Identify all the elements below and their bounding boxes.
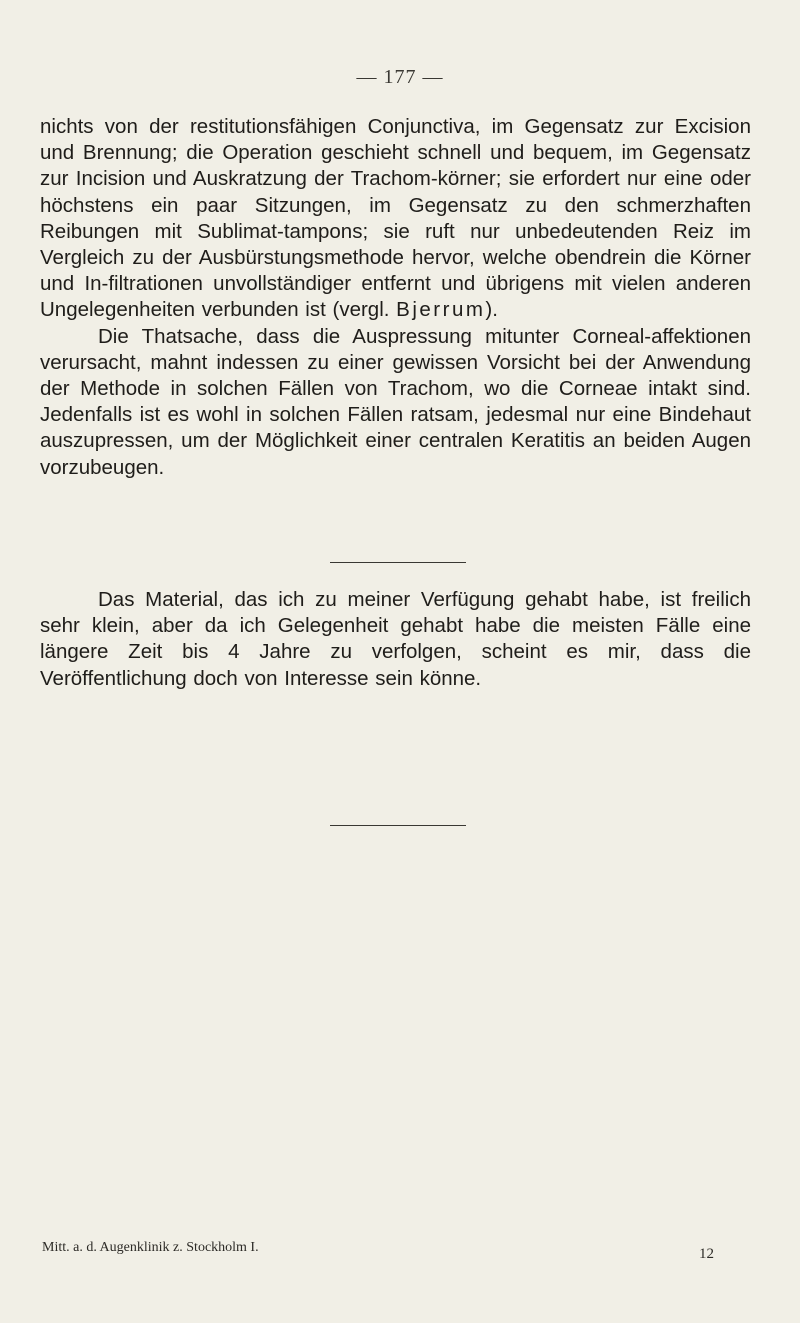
section1-text [40, 114, 751, 481]
paragraph-text-a: nichts von der restitutionsfähigen Conjunctiva, im Gegensatz zur Excision und Brennung; die Operation geschieht schnell und bequem, im Gegensatz zur Incision und Auskratzung der Trachom-körner; sie erfordert nur eine oder höchstens ein paar Sitzungen, im Gegensatz zu den schmerzhaften Reibungen mit Sublimat-tampons; sie ruft nur unbedeutenden Reiz im Vergleich zu der Ausbürstungsmethode hervor, welche obendrein die Körner und In-filtrationen unvollständiger entfernt und übrigens mit vielen anderen Ungelegenheiten verbunden ist (vergl. [40, 115, 751, 322]
page-number: — 177 — [356, 66, 444, 88]
section-divider [330, 562, 466, 563]
paragraph-text-b: ). [485, 298, 498, 322]
journal-footer: Mitt. a. d. Augenklinik z. Stockholm I. [42, 1240, 259, 1255]
paragraph-material: Das Material, das ich zu meiner Verfügung gehabt habe, ist freilich sehr klein, aber da ich Gelegenheit gehabt habe die meisten Fälle eine längere Zeit bis 4 Jahre zu verfolgen, scheint es mir, dass die Veröffentlichung doch von Interesse sein könne. [40, 588, 751, 690]
author-reference: Bjerrum [396, 298, 486, 322]
paragraph-continuation [40, 114, 751, 324]
paragraph-corneal: Die Thatsache, dass die Auspressung mitunter Corneal-affektionen verursacht, mahnt indessen zu einer gewissen Vorsicht bei der Anwendung der Methode in solchen Fällen von Trachom, wo die Corneae intakt sind. Jedenfalls ist es wohl in solchen Fällen ratsam, jedesmal nur eine Bindehaut auszupressen, um der Möglichkeit einer centralen Keratitis an beiden Augen vorzubeugen. [40, 324, 751, 479]
signature-mark: 12 [699, 1246, 714, 1262]
section-divider [330, 825, 466, 826]
